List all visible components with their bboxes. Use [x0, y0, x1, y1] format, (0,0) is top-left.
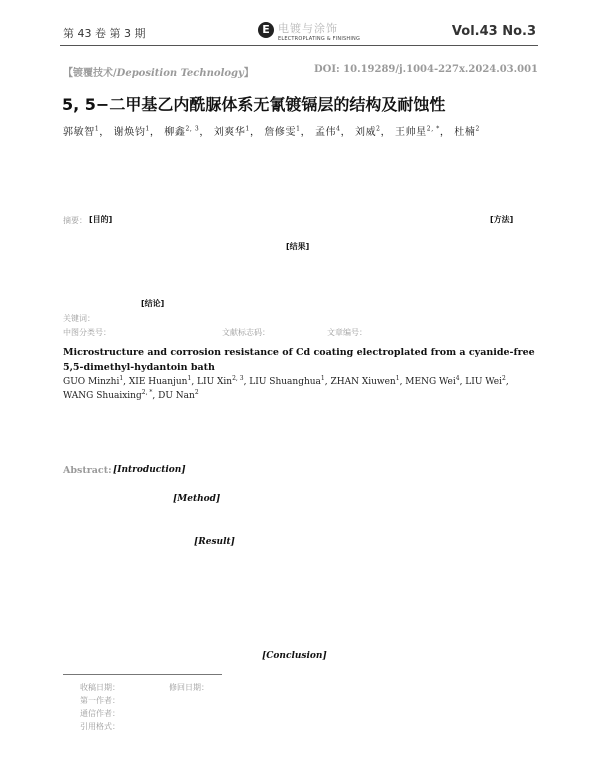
- author-list-cn: 郭敏智$^1$， 谢焕钧$^1$， 柳鑫$^{2, 3}$， 刘爽华$^1$， 詹修雯$^1$， 孟伟$^4$， 刘威$^2$， 王帅星$^{2, *}$， 杜楠$^2$: [63, 125, 480, 138]
- author-affiliation: 2, *: [426, 125, 440, 133]
- author: 柳鑫: [164, 127, 186, 138]
- author-affiliation: 2, 3: [185, 125, 200, 133]
- author: 刘爽华: [213, 127, 246, 138]
- abstract-cn-purpose-tag: [目的]: [89, 215, 113, 224]
- corresponding-author-label: 通信作者：: [80, 709, 120, 718]
- abstract-cn-label: 摘要：: [63, 216, 87, 225]
- author: 杜楠: [454, 127, 476, 138]
- author: GUO Minzhi: [63, 377, 120, 387]
- author: MENG Wei: [405, 377, 456, 387]
- author: 谢焕钧: [113, 127, 146, 138]
- logo-e-icon: E: [258, 22, 274, 38]
- abstract-en-result-tag: [Result]: [194, 537, 235, 547]
- abstract-cn-conclusion-tag: [结论]: [141, 299, 165, 308]
- author: LIU Xin: [197, 377, 233, 387]
- author-affiliation: 2: [475, 125, 480, 133]
- author: LIU Shuanghua: [249, 377, 321, 387]
- abstract-en-conclusion-tag: [Conclusion]: [262, 651, 327, 661]
- logo-en-text: ELECTROPLATING & FINISHING: [278, 36, 361, 42]
- article-number-label: 文章编号：: [327, 328, 367, 337]
- received-date-label: 收稿日期：: [80, 683, 120, 692]
- doi: DOI: 10.19289/j.1004-227x.2024.03.001: [313, 64, 538, 75]
- author-affiliation: 1: [296, 125, 301, 133]
- author: ZHAN Xiuwen: [330, 377, 396, 387]
- author: 詹修雯: [264, 127, 297, 138]
- author: XIE Huanjun: [128, 377, 188, 387]
- header-rule: [60, 45, 538, 46]
- journal-volume: Vol.43 No.3: [451, 24, 536, 39]
- first-author-label: 第一作者：: [80, 696, 120, 705]
- citation-format-label: 引用格式：: [80, 722, 120, 731]
- abstract-en-method-tag: [Method]: [173, 494, 221, 504]
- author: DU Nan: [158, 391, 195, 401]
- author-affiliation: 1: [145, 125, 150, 133]
- logo-cn-text: 电镀与涂饰: [278, 22, 338, 35]
- paper-title-en: Microstructure and corrosion resistance of Cd coating electroplated from a cyanide-free 5,5-dimethyl-hydantoin bath: [63, 347, 535, 373]
- author: WANG Shuaixing: [63, 391, 142, 401]
- author-affiliation: 1: [320, 375, 325, 382]
- revised-date-label: 修回日期：: [169, 683, 209, 692]
- author: 刘威: [354, 127, 377, 138]
- document-code-label: 文献标志码：: [222, 328, 270, 337]
- author: 孟伟: [314, 127, 337, 138]
- author-affiliation: 2: [194, 389, 199, 396]
- footnote-rule: [63, 674, 222, 675]
- author: LIU Wei: [465, 377, 502, 387]
- author: 郭敏智: [63, 127, 95, 138]
- author-affiliation: 1: [94, 125, 100, 133]
- abstract-cn-method-tag: [方法]: [490, 215, 514, 224]
- author-affiliation: 1: [187, 375, 192, 382]
- author-affiliation: 4: [336, 125, 341, 133]
- abstract-en-label: Abstract:: [63, 465, 112, 476]
- author-affiliation: 2: [502, 375, 506, 382]
- author: 王帅星: [394, 127, 427, 138]
- author-affiliation: 2, 3: [232, 375, 244, 382]
- author-affiliation: 4: [455, 375, 460, 382]
- author-list-en: GUO Minzhi$^1$, XIE Huanjun$^1$, LIU Xin$^{2, 3}$, LIU Shuanghua$^1$, ZHAN Xiuwen$^1$, MENG Wei$^4$, LIU Wei$^2$, WANG Shuaixing$^{2, *}$, DU Nan$^2$: [63, 375, 509, 401]
- keywords-cn-label: 关键词：: [63, 314, 95, 323]
- clc-number-label: 中图分类号：: [63, 328, 111, 337]
- journal-issue: 第 43 卷 第 3 期: [63, 27, 146, 40]
- author-affiliation: 1: [119, 375, 124, 382]
- author-affiliation: 2, *: [141, 389, 153, 396]
- author-affiliation: 2: [376, 125, 381, 133]
- abstract-en-introduction-tag: [Introduction]: [113, 465, 186, 475]
- section-tag: 【镀覆技术/Deposition Technology】: [63, 68, 254, 79]
- author-affiliation: 1: [395, 375, 400, 382]
- journal-logo: [258, 20, 361, 46]
- paper-title-cn: 5, 5−二甲基乙内酰脲体系无氰镀镉层的结构及耐蚀性: [62, 95, 446, 114]
- abstract-cn-result-tag: [结果]: [286, 242, 310, 251]
- author-affiliation: 1: [245, 125, 250, 133]
